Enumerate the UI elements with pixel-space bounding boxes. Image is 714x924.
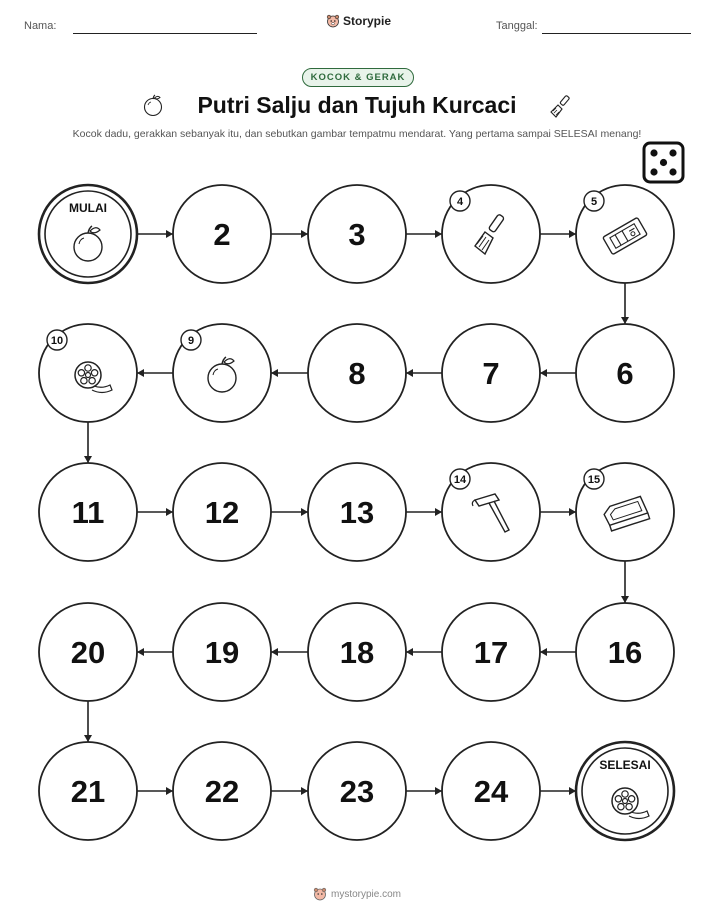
path-arrowhead [621,317,629,324]
board-space-24 [442,742,540,840]
path-arrowhead [166,230,173,238]
space-number: 3 [348,217,366,252]
path-arrowhead [137,369,144,377]
space-number: 2 [213,217,231,252]
brand-name: Storypie [343,14,392,28]
board-space-3 [308,185,406,283]
board-space-22 [173,742,271,840]
space-number-badge [47,330,67,350]
space-number: 15 [587,474,601,486]
path-arrowhead [435,230,442,238]
space-number: 23 [339,774,375,809]
path-arrowhead [137,648,144,656]
board-space-25 [576,742,674,840]
board-space-18 [308,603,406,701]
path-arrowhead [435,508,442,516]
path-arrowhead [621,596,629,603]
board-space-23 [308,742,406,840]
space-number: 17 [473,635,509,670]
board-space-6 [576,324,674,422]
space-number-badge [584,469,604,489]
space-number: 10 [50,335,64,347]
path-arrowhead [406,648,413,656]
page-title: Putri Salju dan Tujuh Kurcaci [197,92,517,118]
space-number: 9 [187,335,195,347]
space-number: 11 [71,495,105,530]
space-number: 5 [590,196,598,208]
path-arrowhead [569,508,576,516]
board-space-13 [308,463,406,561]
board-space-17 [442,603,540,701]
board-space-10 [39,324,137,422]
board-space-14 [442,463,540,561]
path-arrowhead [540,369,547,377]
space-number: 18 [339,635,375,670]
board-space-21 [39,742,137,840]
board-space-19 [173,603,271,701]
board-space-20 [39,603,137,701]
space-number: 16 [607,635,643,670]
space-number: 24 [473,774,509,809]
space-number-badge [450,469,470,489]
space-number: 14 [453,474,467,486]
footer-url: mystorypie.com [330,888,401,900]
start-label: MULAI [69,201,107,215]
footer [0,887,714,901]
instructions: Kocok dadu, gerakkan sebanyak itu, dan sebutkan gambar tempatmu mendarat. Yang pertama sampai SELESAI menang! [72,128,642,140]
path-arrowhead [166,787,173,795]
space-number: 8 [348,356,366,391]
path-arrowhead [569,230,576,238]
board-space-2 [173,185,271,283]
space-number-badge [584,191,604,211]
space-number: 20 [70,635,106,670]
storypie-mascot-icon [313,887,327,901]
space-number-badge [450,191,470,211]
path-arrowhead [540,648,547,656]
board-space-1 [39,185,137,283]
date-label: Tanggal: [496,20,538,32]
path-arrowhead [301,787,308,795]
board-space-15 [576,463,674,561]
board-space-16 [576,603,674,701]
path-arrowhead [301,508,308,516]
path-arrowhead [301,230,308,238]
board-space-12 [173,463,271,561]
path-arrowhead [166,508,173,516]
board-space-4 [442,185,540,283]
space-number: 12 [204,495,240,530]
path-arrowhead [84,735,92,742]
path-arrowhead [271,369,278,377]
board-space-7 [442,324,540,422]
path-arrowhead [406,369,413,377]
path-arrowhead [271,648,278,656]
space-number: 22 [204,774,240,809]
space-number: 7 [482,356,500,391]
space-number: 19 [204,635,240,670]
space-number: 13 [339,495,375,530]
path-arrowhead [435,787,442,795]
space-number: 4 [456,196,464,208]
board-space-8 [308,324,406,422]
name-label: Nama: [24,20,57,32]
board-space-5 [576,185,674,283]
path-arrowhead [84,456,92,463]
board-space-9 [173,324,271,422]
space-number-badge [181,330,201,350]
board-space-11 [39,463,137,561]
category-badge: KOCOK & GERAK [302,68,414,87]
finish-label: SELESAI [599,758,651,772]
space-number: 21 [70,774,106,809]
space-number: 6 [616,356,634,391]
